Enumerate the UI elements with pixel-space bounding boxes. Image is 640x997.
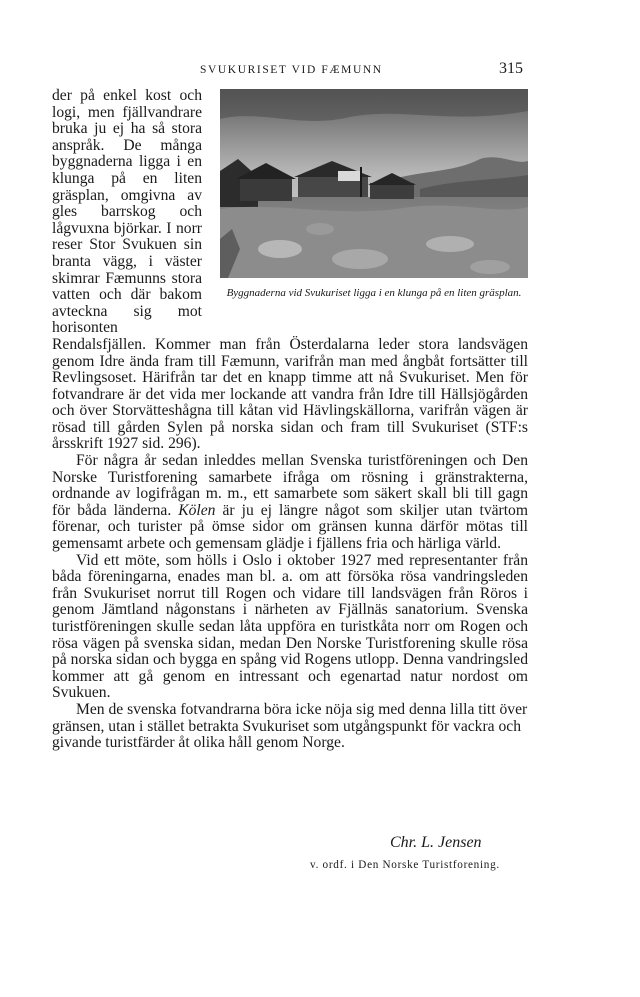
- figure: [214, 88, 528, 336]
- article-body: [52, 88, 528, 752]
- paragraph-3: Vid ett möte, som hölls i Oslo i oktober 1927 med representanter från båda föreningarna, enades man bl. a. om att försöka rösa vandringsleden från Svukuriset norrut till Rogen och vidare till landsvägen från Röros i genom Jämtland någonstans i närheten av Fjällnäs sanatorium. Svenska turistföreningen skulle sedan låta uppföra en turistkåta norr om Rogen och rösa vägen på svenska sidan, medan Den Norske Turistforening skulle rösa på norska sidan och bygga en spång vid Rogens utlopp. Denna vandringsled kommer att gå genom en intressant och egenartad natur nordost om Svukuen.: [52, 551, 528, 702]
- paragraph-2-emphasis: Kölen: [178, 501, 216, 519]
- landscape-photo-icon: [220, 89, 528, 278]
- figure-caption: Byggnaderna vid Svukuriset ligga i en klunga på en liten gräsplan.: [226, 287, 522, 299]
- paragraph-1: der på enkel kost och logi, men fjällvandrare bruka ju ej ha så stora anspråk. De många byggnaderna ligga i en klunga på en liten gräsplan, omgivna av gles barrskog och lågvuxna björkar. I norr reser Stor Svukuen sin branta vägg, i väster skimrar Fæmunns stora vatten och där bakom avteckna sig mot horisonten Rendalsfjällen. Kommer man från Österdalarna leder stora landsvägen genom Idre ända fram till Fæmunn, varifrån man med ångbåt fortsätter till Revlingsoset. Härifrån tar det en knapp timme att nå Svukuriset. Men för fotvandrare är det vida mer lockande att vandra från Idre till Hällsjögården och över Storvätteshågna till kåtan vid Hävlingskällorna, varifrån vägen är rösad till gården Sylen på norska sidan och fram till Svukuriset (STF:s årsskrift 1927 sid. 296).: [52, 87, 528, 453]
- running-head: SVUKURISET VID FÆMUNN: [200, 64, 383, 76]
- paragraph-2-text-end: är ju ej längre något som skiljer utan tvärtom förenar, och turister på ömse sidor om gränsen kunna därför mötas till gemensamt arbete och gemensam glädje i fjällens fria och härliga värld.: [52, 501, 528, 553]
- paragraph-4: Men de svenska fotvandrarna böra icke nöja sig med denna lilla titt över gränsen, utan i stället betrakta Svukuriset som utgångspunkt för vackra och givande turistfärder åt olika håll genom Norge.: [52, 700, 528, 752]
- page-number: 315: [499, 60, 523, 77]
- paragraph-2: [52, 453, 528, 553]
- page-header: [0, 60, 640, 82]
- signature-name: Chr. L. Jensen: [390, 834, 482, 851]
- signature-role: v. ordf. i Den Norske Turistforening.: [310, 859, 500, 871]
- paragraph-2-text-start: För några år sedan inleddes mellan Svenska turistföreningen och Den Norske Turistforening samarbete ifråga om rösning i gränstrakterna, ordnande av logifrågan m. m., ett samarbete som säkert skall bli till gagn för båda länderna.: [52, 452, 528, 519]
